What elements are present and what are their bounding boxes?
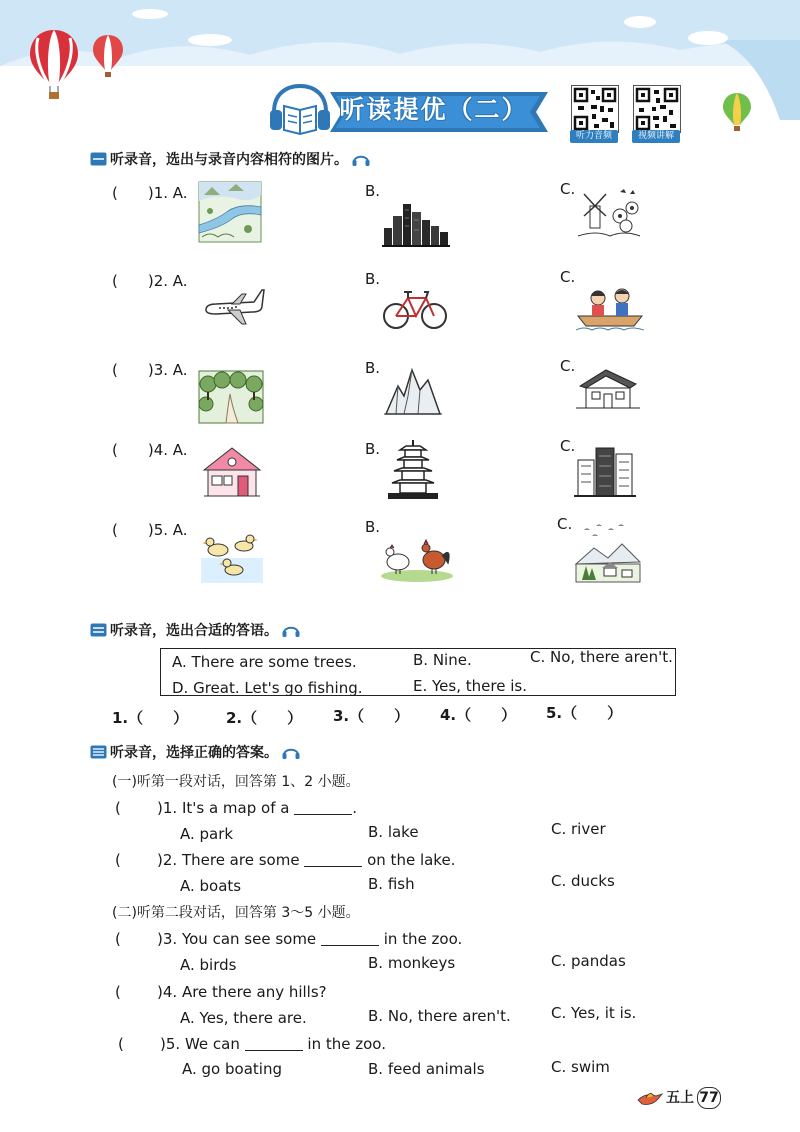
option-e: E. Yes, there is. (413, 677, 527, 695)
section-3-heading-text: 听录音，选择正确的答案。 (110, 745, 278, 761)
hot-air-balloon-small-icon (92, 34, 124, 78)
q3-5-after: in the zoo. (307, 1035, 386, 1053)
q3-4-before: Are there any hills? (181, 983, 327, 1001)
q3-2-text (157, 851, 455, 869)
q3-4-number: )4. (157, 983, 178, 1001)
q3-3-option-b: B. monkeys (368, 954, 456, 972)
q3-3-option-c: C. pandas (551, 952, 626, 970)
q3-5-paren: ( (118, 1035, 124, 1053)
q5-option-b: B. (365, 518, 381, 536)
q3-label: ( )3. A. (112, 361, 188, 379)
part-1-instruction: (一)听第一段对话，回答第 1、2 小题。 (112, 774, 360, 790)
farmhouse-icon[interactable] (576, 366, 640, 412)
q3-1-option-c: C. river (551, 820, 606, 838)
q3-1-after: . (352, 799, 357, 817)
answer-slot-3[interactable]: 3.（ ） (333, 707, 410, 725)
option-b: B. Nine. (413, 651, 472, 669)
q5-option-c: C. (557, 515, 573, 533)
answer-slot-2[interactable]: 2.（ ） (226, 709, 303, 727)
headphones-icon (281, 744, 301, 760)
ducks-on-water-icon[interactable] (200, 522, 264, 584)
answer-slot-1[interactable]: 1.（ ） (112, 709, 189, 727)
q3-4-option-b: B. No, there aren't. (368, 1007, 511, 1025)
q3-option-b: B. (365, 359, 381, 377)
q2-option-c: C. (560, 268, 576, 286)
pagoda-tower-icon[interactable] (386, 438, 440, 502)
page-title: 听读提优（二） (339, 95, 529, 124)
q3-5-blank[interactable] (245, 1050, 303, 1051)
q2-label: ( )2. A. (112, 272, 188, 290)
qr-code-audio[interactable] (571, 85, 619, 133)
q3-1-paren: ( (115, 799, 121, 817)
tall-buildings-icon[interactable] (574, 444, 636, 498)
grade-label: 五上 (666, 1090, 694, 1106)
children-boating-icon[interactable] (576, 282, 644, 334)
qr-code-video[interactable] (633, 85, 681, 133)
section-3-heading (90, 743, 301, 763)
section-marker-icon (90, 745, 107, 759)
section-2-heading-text: 听录音，选出合适的答语。 (110, 623, 278, 639)
qr-caption-video: 视频讲解 (632, 130, 680, 143)
qr-code-icon (572, 86, 618, 132)
section-1-heading-text: 听录音，选出与录音内容相符的图片。 (110, 152, 348, 168)
bird-icon (636, 1088, 664, 1108)
section-1-heading (90, 150, 371, 170)
section-2-heading (90, 621, 301, 641)
q3-3-option-a: A. birds (180, 956, 237, 974)
q3-4-option-a: A. Yes, there are. (180, 1009, 307, 1027)
option-a: A. There are some trees. (172, 653, 357, 671)
q3-5-option-c: C. swim (551, 1058, 610, 1076)
answer-slot-4[interactable]: 4.（ ） (440, 706, 517, 724)
q3-1-number: )1. (157, 799, 178, 817)
q3-2-number: )2. (157, 851, 178, 869)
q3-5-text (160, 1035, 386, 1053)
q1-label: ( )1. A. (112, 184, 188, 202)
q3-1-option-b: B. lake (368, 823, 419, 841)
q3-option-c: C. (560, 357, 576, 375)
q4-option-b: B. (365, 440, 381, 458)
q3-5-option-b: B. feed animals (368, 1060, 485, 1078)
q3-2-option-a: A. boats (180, 877, 242, 895)
q3-1-text (157, 799, 357, 817)
windmill-flowers-icon[interactable] (576, 186, 642, 242)
hot-air-balloon-green-icon (722, 92, 752, 132)
hot-air-balloon-icon (28, 28, 80, 100)
q5-label: ( )5. A. (112, 521, 188, 539)
forest-path-icon[interactable] (198, 370, 264, 424)
q3-4-text (157, 983, 327, 1001)
birds-over-village-icon[interactable] (574, 522, 642, 584)
q3-3-text (157, 930, 462, 948)
section-marker-icon (90, 623, 107, 637)
option-c: C. No, there aren't. (530, 648, 673, 666)
q3-1-blank[interactable] (294, 814, 352, 815)
q4-label: ( )4. A. (112, 441, 188, 459)
q3-2-option-c: C. ducks (551, 872, 615, 890)
q3-5-before: We can (184, 1035, 240, 1053)
part-2-instruction: (二)听第二段对话，回答第 3～5 小题。 (112, 905, 360, 921)
q3-2-blank[interactable] (304, 866, 362, 867)
bicycle-icon[interactable] (382, 284, 448, 332)
mountain-icon[interactable] (384, 366, 442, 418)
q1-option-b: B. (365, 182, 381, 200)
hen-and-rooster-icon[interactable] (380, 536, 454, 582)
airplane-icon[interactable] (202, 284, 266, 328)
q3-3-number: )3. (157, 930, 178, 948)
q3-5-option-a: A. go boating (182, 1060, 282, 1078)
q3-3-blank[interactable] (321, 945, 379, 946)
headphones-icon (281, 622, 301, 638)
option-d: D. Great. Let's go fishing. (172, 679, 363, 697)
city-skyline-icon[interactable] (382, 200, 450, 248)
pink-house-icon[interactable] (202, 444, 262, 500)
q1-option-c: C. (560, 180, 576, 198)
page-number: 77 (697, 1087, 721, 1109)
answer-slot-5[interactable]: 5.（ ） (546, 704, 623, 722)
section-marker-icon (90, 152, 107, 166)
q3-4-paren: ( (115, 983, 121, 1001)
headphones-icon (351, 151, 371, 167)
q3-3-before: You can see some (181, 930, 317, 948)
q3-1-option-a: A. park (180, 825, 234, 843)
q3-2-before: There are some (181, 851, 300, 869)
river-landscape-icon[interactable] (198, 181, 262, 243)
q3-2-after: on the lake. (367, 851, 456, 869)
q4-option-c: C. (560, 437, 576, 455)
q3-2-paren: ( (115, 851, 121, 869)
q3-3-after: in the zoo. (383, 930, 463, 948)
q3-5-number: )5. (160, 1035, 181, 1053)
q3-1-before: It's a map of a (181, 799, 290, 817)
q2-option-b: B. (365, 270, 381, 288)
q3-2-option-b: B. fish (368, 875, 415, 893)
qr-code-icon (634, 86, 680, 132)
q3-3-paren: ( (115, 930, 121, 948)
q3-4-option-c: C. Yes, it is. (551, 1004, 637, 1022)
qr-caption-audio: 听力音频 (570, 130, 618, 143)
